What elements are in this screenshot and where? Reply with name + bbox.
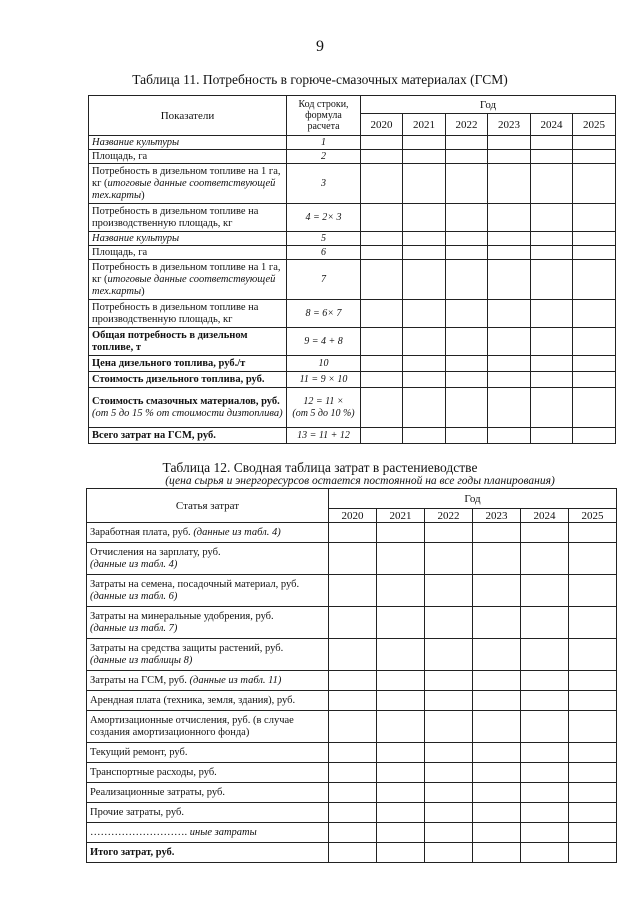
table11-row-note: (от 5 до 15 % от стоимости дизтоплива) — [92, 407, 283, 419]
table12-cell — [521, 763, 569, 783]
table11-cell — [361, 428, 403, 444]
table12-row-note: иные затраты — [187, 826, 257, 838]
table12-year: 2024 — [521, 509, 569, 523]
table11-year: 2023 — [488, 114, 531, 136]
table11-cell — [446, 164, 488, 204]
table11-cell — [361, 388, 403, 428]
table12-cell — [473, 607, 521, 639]
table11-cell — [531, 388, 573, 428]
table12-row-note: (данные из табл. 4) — [193, 526, 281, 538]
table12-row-text: Заработная плата, руб. — [90, 526, 194, 538]
table11-cell — [573, 328, 616, 356]
table12-cell — [329, 543, 377, 575]
table11-cell — [446, 372, 488, 388]
table11-cell — [446, 246, 488, 260]
table11-cell — [488, 300, 531, 328]
table11-row-text: Потребность в дизельном топливе на 1 га, кг ( — [92, 261, 281, 285]
table11-cell — [531, 372, 573, 388]
table12-cell — [377, 823, 425, 843]
table12-row-label — [87, 607, 329, 639]
table11-cell — [488, 428, 531, 444]
table11-cell — [573, 164, 616, 204]
table11-row-tail: ) — [141, 285, 145, 297]
table12-cell — [473, 783, 521, 803]
table12-row-note: (данные из таблицы 8) — [90, 654, 193, 666]
table11-cell — [361, 356, 403, 372]
table12-subcaption: (цена сырья и энергоресурсов остается постоянной на все годы планирования) — [165, 475, 555, 487]
table11-cell — [488, 232, 531, 246]
table12-cell — [473, 803, 521, 823]
table11-cell — [446, 300, 488, 328]
table12-cell — [569, 803, 617, 823]
table12-cell — [473, 523, 521, 543]
table12-cell — [377, 843, 425, 863]
table11-cell — [361, 300, 403, 328]
table12-cell — [521, 691, 569, 711]
table12-year: 2025 — [569, 509, 617, 523]
table11-cell — [361, 204, 403, 232]
table12-cell — [569, 639, 617, 671]
table11 — [88, 95, 616, 444]
table12-row-label: Прочие затраты, руб. — [87, 803, 329, 823]
table12-cell — [473, 763, 521, 783]
table11-cell — [403, 260, 446, 300]
table11-row-label: Название культуры — [89, 136, 287, 150]
table12-cell — [425, 763, 473, 783]
table12-year: 2021 — [377, 509, 425, 523]
table11-cell — [403, 136, 446, 150]
table11-row-code: 11 = 9 × 10 — [287, 372, 361, 388]
table11-cell — [573, 136, 616, 150]
table11-cell — [488, 136, 531, 150]
table12-cell — [473, 711, 521, 743]
table11-cell — [488, 260, 531, 300]
table11-cell — [446, 356, 488, 372]
table12-cell — [569, 711, 617, 743]
table12-cell — [329, 671, 377, 691]
table12-cell — [521, 743, 569, 763]
table12-cell — [377, 783, 425, 803]
table11-cell — [446, 150, 488, 164]
table11-cell — [446, 260, 488, 300]
table11-cell — [488, 150, 531, 164]
table11-cell — [488, 164, 531, 204]
table12-cell — [425, 523, 473, 543]
table11-row-code: 13 = 11 + 12 — [287, 428, 361, 444]
table12-cell — [521, 783, 569, 803]
table12-cell — [377, 711, 425, 743]
table12-cell — [569, 543, 617, 575]
table11-cell — [361, 246, 403, 260]
table12-cell — [569, 575, 617, 607]
table12-cell — [425, 743, 473, 763]
table11-row-note: итоговые данные соответствующей тех.карты — [92, 177, 276, 201]
table11-row-code: 7 — [287, 260, 361, 300]
table12-row-note: (данные из табл. 4) — [90, 558, 178, 570]
table12-header-item: Статья затрат — [87, 489, 329, 523]
table11-cell — [403, 164, 446, 204]
table12-cell — [521, 803, 569, 823]
table12-row-label — [87, 543, 329, 575]
table12-row-label — [87, 671, 329, 691]
table11-header-code: Код строки, формула расчета — [287, 96, 361, 136]
table12-cell — [329, 711, 377, 743]
table12-row-text: Затраты на ГСМ, руб. — [90, 674, 190, 686]
table12-cell — [377, 607, 425, 639]
page-number: 9 — [316, 38, 324, 55]
table11-header-indicator: Показатели — [89, 96, 287, 136]
table12-year: 2022 — [425, 509, 473, 523]
table12-cell — [425, 823, 473, 843]
table11-year: 2025 — [573, 114, 616, 136]
table11-caption: Таблица 11. Потребность в горюче-смазочных материалах (ГСМ) — [132, 72, 508, 87]
table12-cell — [569, 691, 617, 711]
table11-row-code: 4 = 2× 3 — [287, 204, 361, 232]
table11-cell — [488, 204, 531, 232]
table11-row-label: Стоимость дизельного топлива, руб. — [89, 372, 287, 388]
table12-cell — [377, 523, 425, 543]
table11-cell — [446, 204, 488, 232]
table11-cell — [361, 136, 403, 150]
table11-cell — [403, 150, 446, 164]
table11-row-code: 1 — [287, 136, 361, 150]
table11-row-code: 3 — [287, 164, 361, 204]
table12-cell — [569, 607, 617, 639]
table11-cell — [403, 372, 446, 388]
table12-cell — [473, 639, 521, 671]
table11-row-label: Цена дизельного топлива, руб./т — [89, 356, 287, 372]
table11-row-code-line2: (от 5 до 10 %) — [292, 407, 355, 419]
table12-cell — [473, 543, 521, 575]
table12-cell — [569, 763, 617, 783]
table11-cell — [531, 136, 573, 150]
table11-cell — [573, 300, 616, 328]
table11-row-label: Площадь, га — [89, 246, 287, 260]
table11-year: 2021 — [403, 114, 446, 136]
table12-cell — [521, 575, 569, 607]
table12-row-note: (данные из табл. 11) — [189, 674, 282, 686]
table11-row-code-line1: 12 = 11 × — [303, 395, 344, 407]
table12-cell — [377, 639, 425, 671]
table12-cell — [521, 543, 569, 575]
table11-cell — [531, 300, 573, 328]
table11-year: 2024 — [531, 114, 573, 136]
table12-cell — [521, 607, 569, 639]
table11-cell — [531, 164, 573, 204]
table12-cell — [425, 803, 473, 823]
table11-cell — [403, 204, 446, 232]
table12-cell — [425, 543, 473, 575]
table11-cell — [573, 428, 616, 444]
table12-cell — [473, 843, 521, 863]
table11-cell — [573, 388, 616, 428]
table11-cell — [573, 150, 616, 164]
table12-cell — [425, 783, 473, 803]
table11-cell — [573, 356, 616, 372]
table12 — [86, 488, 617, 863]
table12-cell — [329, 843, 377, 863]
table11-cell — [446, 328, 488, 356]
table11-cell — [573, 232, 616, 246]
table12-cell — [329, 523, 377, 543]
table11-cell — [403, 328, 446, 356]
table11-row-text: Потребность в дизельном топливе на 1 га, кг ( — [92, 165, 281, 189]
table11-cell — [488, 246, 531, 260]
table12-cell — [425, 691, 473, 711]
table11-cell — [361, 328, 403, 356]
table11-row-code: 9 = 4 + 8 — [287, 328, 361, 356]
table12-cell — [521, 823, 569, 843]
table12-cell — [329, 691, 377, 711]
table11-cell — [403, 300, 446, 328]
table12-cell — [425, 639, 473, 671]
table11-cell — [403, 388, 446, 428]
table12-cell — [377, 691, 425, 711]
table11-year: 2022 — [446, 114, 488, 136]
table12-row-label: Транспортные расходы, руб. — [87, 763, 329, 783]
table12-cell — [377, 763, 425, 783]
table12-cell — [569, 823, 617, 843]
table11-year: 2020 — [361, 114, 403, 136]
table12-year: 2023 — [473, 509, 521, 523]
table12-row-text: Затраты на семена, посадочный материал, руб. — [90, 578, 300, 590]
table12-cell — [569, 743, 617, 763]
table12-caption: Таблица 12. Сводная таблица затрат в растениеводстве — [162, 460, 478, 475]
table11-row-label: Название культуры — [89, 232, 287, 246]
table12-row-label — [87, 523, 329, 543]
table12-row-label — [87, 823, 329, 843]
table11-row-label: Потребность в дизельном топливе на производственную площадь, кг — [89, 204, 287, 232]
table12-cell — [521, 711, 569, 743]
table11-cell — [446, 232, 488, 246]
table11-cell — [531, 328, 573, 356]
table11-cell — [531, 204, 573, 232]
table12-row-label — [87, 575, 329, 607]
table12-row-text: Затраты на минеральные удобрения, руб. — [90, 610, 274, 622]
table12-cell — [425, 607, 473, 639]
table11-cell — [361, 164, 403, 204]
table12-cell — [569, 523, 617, 543]
table12-cell — [329, 763, 377, 783]
table12-cell — [521, 671, 569, 691]
table11-cell — [573, 260, 616, 300]
table11-row-code — [287, 388, 361, 428]
table12-row-text: ………………………. — [90, 826, 188, 838]
table11-row-tail: ) — [141, 189, 145, 201]
table11-row-label: Потребность в дизельном топливе на производственную площадь, кг — [89, 300, 287, 328]
table12-cell — [377, 803, 425, 823]
table11-row-note: итоговые данные соответствующей тех.карты — [92, 273, 276, 297]
table11-cell — [403, 356, 446, 372]
table12-row-label: Амортизационные отчисления, руб. (в случае создания амортизационного фонда) — [87, 711, 329, 743]
table11-cell — [573, 204, 616, 232]
table12-cell — [377, 575, 425, 607]
table12-cell — [473, 823, 521, 843]
table11-cell — [488, 372, 531, 388]
table11-row-code: 6 — [287, 246, 361, 260]
table12-cell — [521, 843, 569, 863]
table11-row-text: Стоимость смазочных материалов, руб. — [92, 395, 280, 407]
table12-row-text: Отчисления на зарплату, руб. — [90, 546, 221, 558]
table12-row-label: Итого затрат, руб. — [87, 843, 329, 863]
table12-cell — [521, 523, 569, 543]
table12-row-label — [87, 639, 329, 671]
table12-year: 2020 — [329, 509, 377, 523]
table12-cell — [569, 783, 617, 803]
table12-cell — [329, 823, 377, 843]
table12-header-year: Год — [329, 489, 617, 509]
table11-cell — [531, 150, 573, 164]
table12-cell — [329, 803, 377, 823]
table12-cell — [425, 575, 473, 607]
table12-cell — [329, 783, 377, 803]
table11-cell — [446, 388, 488, 428]
table11-cell — [403, 246, 446, 260]
table12-cell — [473, 575, 521, 607]
table11-cell — [488, 328, 531, 356]
table11-row-code: 10 — [287, 356, 361, 372]
table11-cell — [361, 260, 403, 300]
table11-row-label: Площадь, га — [89, 150, 287, 164]
table11-cell — [361, 232, 403, 246]
table12-cell — [425, 843, 473, 863]
table11-row-code: 8 = 6× 7 — [287, 300, 361, 328]
table11-cell — [531, 246, 573, 260]
table12-cell — [425, 711, 473, 743]
table12-cell — [473, 743, 521, 763]
table12-cell — [473, 671, 521, 691]
table12-cell — [569, 843, 617, 863]
table12-cell — [377, 743, 425, 763]
table12-row-label: Арендная плата (техника, земля, здания), руб. — [87, 691, 329, 711]
table12-cell — [329, 575, 377, 607]
table11-cell — [531, 356, 573, 372]
table11-cell — [488, 356, 531, 372]
table11-row-code: 5 — [287, 232, 361, 246]
table12-row-text: Затраты на средства защиты растений, руб. — [90, 642, 284, 654]
table11-cell — [361, 372, 403, 388]
table11-cell — [446, 136, 488, 150]
table12-cell — [377, 671, 425, 691]
table12-cell — [329, 639, 377, 671]
table11-cell — [488, 388, 531, 428]
table12-cell — [377, 543, 425, 575]
table11-cell — [531, 260, 573, 300]
table12-cell — [329, 743, 377, 763]
table11-row-code: 2 — [287, 150, 361, 164]
table11-cell — [446, 428, 488, 444]
table12-cell — [329, 607, 377, 639]
table12-row-note: (данные из табл. 7) — [90, 622, 178, 634]
table11-cell — [403, 428, 446, 444]
table12-cell — [473, 691, 521, 711]
table11-cell — [361, 150, 403, 164]
table12-cell — [521, 639, 569, 671]
table11-row-label: Всего затрат на ГСМ, руб. — [89, 428, 287, 444]
table11-cell — [573, 246, 616, 260]
table12-cell — [425, 671, 473, 691]
table11-row-label — [89, 260, 287, 300]
table12-row-label: Текущий ремонт, руб. — [87, 743, 329, 763]
table11-row-label — [89, 164, 287, 204]
table11-cell — [403, 232, 446, 246]
table12-cell — [569, 671, 617, 691]
table11-cell — [531, 232, 573, 246]
table11-row-label — [89, 388, 287, 428]
table11-cell — [531, 428, 573, 444]
table11-header-year: Год — [361, 96, 616, 114]
table11-cell — [573, 372, 616, 388]
table11-row-label: Общая потребность в дизельном топливе, т — [89, 328, 287, 356]
table12-row-label: Реализационные затраты, руб. — [87, 783, 329, 803]
table12-row-note: (данные из табл. 6) — [90, 590, 178, 602]
